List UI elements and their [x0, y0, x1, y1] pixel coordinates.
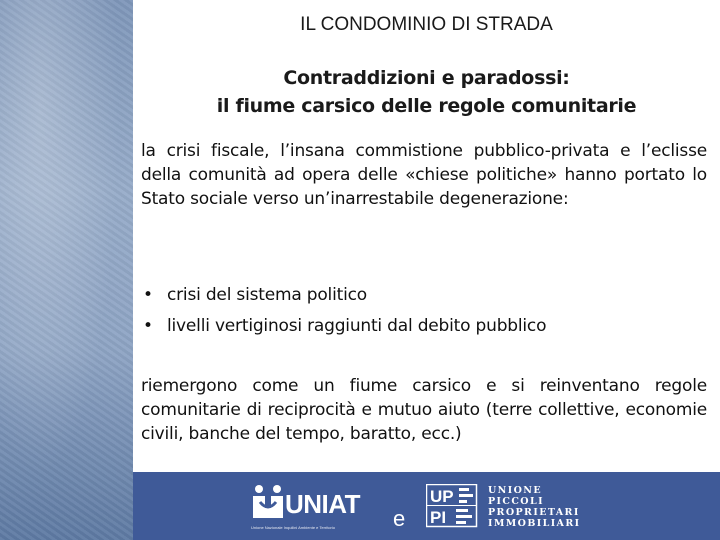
bullet-item: • livelli vertiginosi raggiunti dal debito pubblico	[141, 311, 546, 342]
conjunction-text: e	[393, 506, 406, 531]
uniat-people-icon	[251, 484, 285, 520]
footer-bar	[133, 472, 720, 540]
uppi-line: UNIONE	[488, 485, 543, 496]
uppi-wordmark	[488, 485, 580, 529]
uppi-mark-top: UP	[430, 487, 454, 506]
uppi-logo-mark	[426, 484, 480, 528]
uppi-mark-bottom: PI	[430, 508, 447, 527]
uniat-logo	[251, 482, 381, 530]
subtitle-line-1: Contraddizioni e paradossi:	[283, 67, 570, 89]
intro-paragraph: la crisi fiscale, l’insana commistione pubblico-privata e l’eclisse della comunità ad opera delle «chiese politiche» hanno portato lo Stato sociale verso un’inarrestabile degenerazione:	[141, 141, 707, 209]
conclusion-paragraph: riemergono come un fiume carsico e si reinventano regole comunitarie di reciprocità e mutuo aiuto (terre collettive, economie civili, banche del tempo, baratto, ecc.)	[141, 376, 707, 444]
subtitle-line-2: il fiume carsico delle regole comunitarie	[216, 95, 637, 117]
uppi-line: PICCOLI	[488, 496, 544, 507]
uppi-line: IMMOBILIARI	[488, 518, 581, 529]
page-title: IL CONDOMINIO DI STRADA	[300, 14, 553, 35]
decorative-sidebar	[0, 0, 133, 540]
uniat-tagline: Unione Nazionale Inquilini Ambiente e Territorio	[251, 525, 335, 530]
slide-subtitle	[133, 64, 720, 120]
bullet-item: • crisi del sistema politico	[141, 280, 546, 311]
uppi-line: PROPRIETARI	[488, 507, 580, 518]
uniat-wordmark: UNIAT	[285, 489, 361, 519]
bullet-list	[141, 280, 546, 342]
